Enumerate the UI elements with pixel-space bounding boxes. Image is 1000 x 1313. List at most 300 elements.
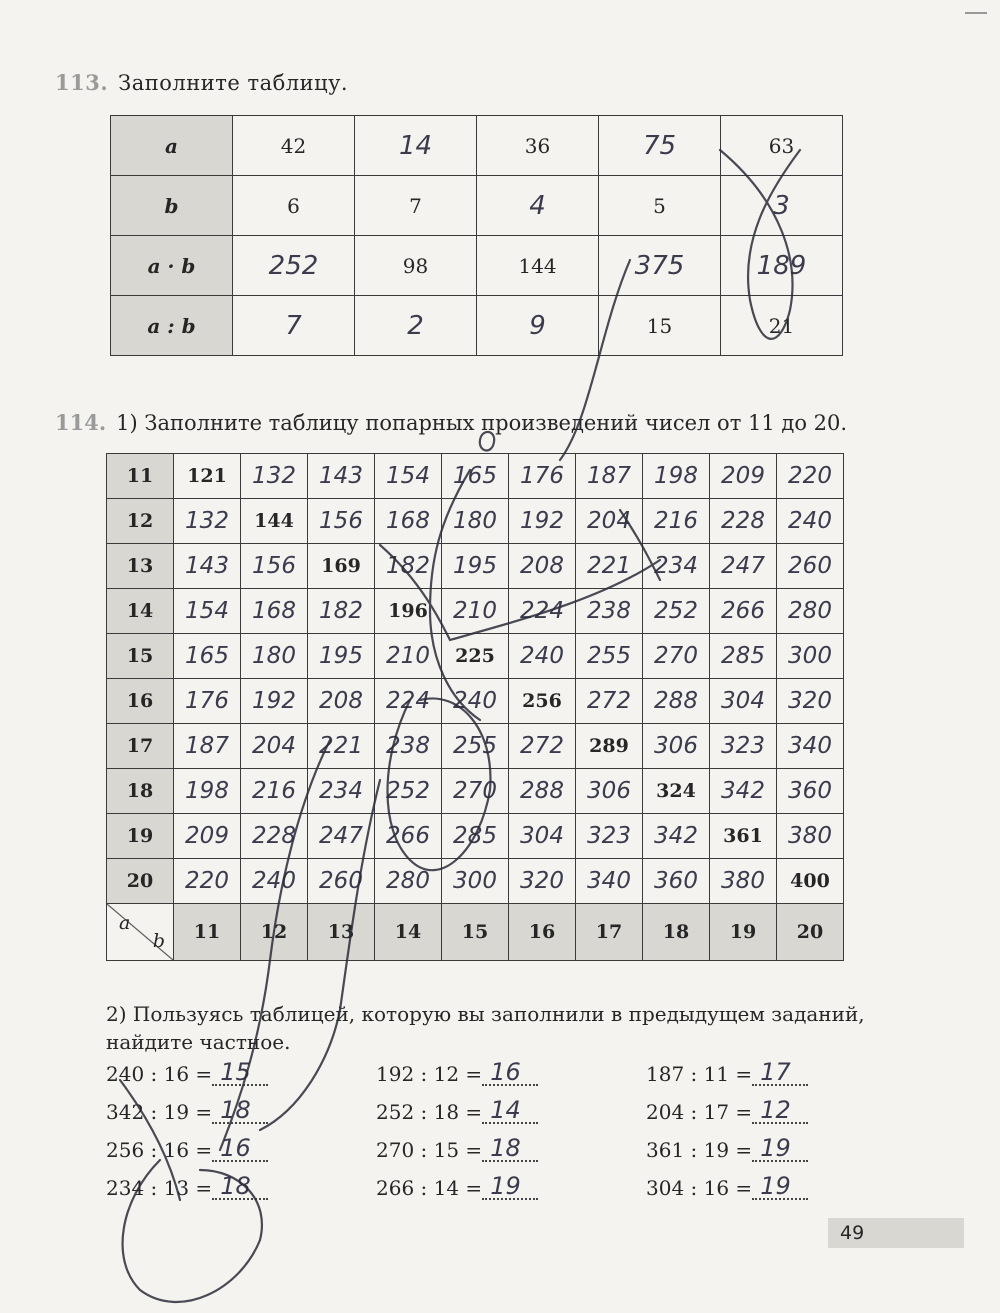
printed-cell: 21 — [721, 296, 843, 356]
handwritten-cell — [477, 296, 599, 356]
exercise-113-title: Заполните таблицу. — [118, 71, 349, 95]
handwritten-cell — [442, 859, 509, 904]
handwritten-cell — [241, 679, 308, 724]
handwritten-value: 192 — [520, 508, 564, 534]
corner-cell — [107, 904, 174, 961]
division-equation — [106, 1134, 268, 1162]
handwritten-value: 4 — [529, 190, 546, 221]
handwritten-value: 300 — [453, 868, 497, 894]
handwritten-cell — [576, 769, 643, 814]
page-number: 49 — [840, 1222, 865, 1244]
handwritten-answer: 12 — [760, 1096, 791, 1124]
handwritten-value: 195 — [453, 553, 497, 579]
handwritten-cell — [442, 499, 509, 544]
handwritten-cell — [308, 499, 375, 544]
table-row — [107, 769, 844, 814]
handwritten-cell — [241, 454, 308, 499]
printed-cell: 169 — [308, 544, 375, 589]
handwritten-value: 260 — [788, 553, 832, 579]
handwritten-value: 198 — [654, 463, 698, 489]
handwritten-cell — [241, 859, 308, 904]
handwritten-value: 238 — [386, 733, 430, 759]
handwritten-cell — [643, 634, 710, 679]
handwritten-cell — [174, 634, 241, 679]
equation-expression: 252 : 18 = — [376, 1100, 483, 1124]
division-equation — [106, 1058, 268, 1086]
handwritten-value: 252 — [654, 598, 698, 624]
printed-cell: 63 — [721, 116, 843, 176]
handwritten-cell — [710, 454, 777, 499]
handwritten-cell — [477, 176, 599, 236]
answer-blank — [752, 1134, 808, 1162]
handwritten-value: 143 — [319, 463, 363, 489]
equation-expression: 266 : 14 = — [376, 1176, 483, 1200]
row-label: a : b — [111, 296, 233, 356]
equation-expression: 234 : 13 = — [106, 1176, 213, 1200]
handwritten-value: 266 — [721, 598, 765, 624]
handwritten-cell — [375, 769, 442, 814]
handwritten-cell — [777, 769, 844, 814]
handwritten-value: 156 — [319, 508, 363, 534]
answer-blank — [752, 1172, 808, 1200]
handwritten-cell — [643, 589, 710, 634]
handwritten-value: 216 — [654, 508, 698, 534]
handwritten-value: 240 — [453, 688, 497, 714]
handwritten-value: 7 — [285, 310, 302, 341]
handwritten-cell — [308, 724, 375, 769]
handwritten-cell — [174, 679, 241, 724]
printed-cell: 361 — [710, 814, 777, 859]
handwritten-value: 220 — [788, 463, 832, 489]
handwritten-value: 270 — [453, 778, 497, 804]
handwritten-cell — [710, 859, 777, 904]
printed-cell: 121 — [174, 454, 241, 499]
equation-expression: 342 : 19 = — [106, 1100, 213, 1124]
handwritten-cell — [710, 544, 777, 589]
handwritten-value: 240 — [252, 868, 296, 894]
division-equation — [376, 1096, 538, 1124]
handwritten-value: 132 — [185, 508, 229, 534]
handwritten-value: 288 — [520, 778, 564, 804]
handwritten-value: 255 — [453, 733, 497, 759]
row-label: 15 — [107, 634, 174, 679]
column-label: 14 — [375, 904, 442, 961]
answer-blank — [482, 1058, 538, 1086]
handwritten-value: 176 — [520, 463, 564, 489]
handwritten-cell — [777, 679, 844, 724]
equation-expression: 256 : 16 = — [106, 1138, 213, 1162]
handwritten-cell — [241, 769, 308, 814]
handwritten-value: 228 — [721, 508, 765, 534]
handwritten-cell — [233, 296, 355, 356]
handwritten-cell — [576, 454, 643, 499]
handwritten-cell — [777, 634, 844, 679]
handwritten-value: 266 — [386, 823, 430, 849]
handwritten-value: 208 — [520, 553, 564, 579]
handwritten-value: 272 — [587, 688, 631, 714]
handwritten-cell — [375, 634, 442, 679]
column-label: 11 — [174, 904, 241, 961]
handwritten-value: 187 — [587, 463, 631, 489]
handwritten-value: 247 — [721, 553, 765, 579]
handwritten-cell — [509, 499, 576, 544]
handwritten-cell — [721, 236, 843, 296]
handwritten-value: 228 — [252, 823, 296, 849]
handwritten-cell — [643, 499, 710, 544]
exercise-114-number: 114. — [55, 410, 107, 435]
handwritten-value: 154 — [185, 598, 229, 624]
answer-blank — [482, 1172, 538, 1200]
handwritten-cell — [442, 679, 509, 724]
handwritten-cell — [174, 724, 241, 769]
printed-cell: 5 — [599, 176, 721, 236]
equation-expression: 304 : 16 = — [646, 1176, 753, 1200]
handwritten-cell — [509, 769, 576, 814]
handwritten-cell — [643, 859, 710, 904]
table-113-row — [111, 176, 843, 236]
printed-cell: 42 — [233, 116, 355, 176]
handwritten-value: 204 — [252, 733, 296, 759]
handwritten-cell — [509, 814, 576, 859]
handwritten-value: 380 — [788, 823, 832, 849]
column-label: 13 — [308, 904, 375, 961]
handwritten-cell — [576, 634, 643, 679]
corner-label-b: b — [152, 930, 165, 952]
handwritten-value: 216 — [252, 778, 296, 804]
handwritten-value: 320 — [788, 688, 832, 714]
part-2-instruction: 2) Пользуясь таблицей, которую вы заполнили в предыдущем заданий, найдите частное. — [106, 1002, 865, 1054]
handwritten-value: 238 — [587, 598, 631, 624]
handwritten-cell — [442, 769, 509, 814]
row-label: 18 — [107, 769, 174, 814]
handwritten-cell — [241, 724, 308, 769]
answer-blank — [212, 1096, 268, 1124]
handwritten-value: 224 — [386, 688, 430, 714]
handwritten-cell — [375, 724, 442, 769]
handwritten-cell — [643, 454, 710, 499]
handwritten-cell — [375, 544, 442, 589]
handwritten-answer: 17 — [760, 1058, 791, 1086]
exercise-114-heading — [55, 410, 847, 435]
handwritten-value: 2 — [407, 310, 424, 341]
handwritten-cell — [777, 814, 844, 859]
handwritten-cell — [442, 724, 509, 769]
handwritten-cell — [643, 544, 710, 589]
handwritten-value: 154 — [386, 463, 430, 489]
handwritten-value: 168 — [252, 598, 296, 624]
handwritten-value: 3 — [773, 190, 790, 221]
handwritten-value: 342 — [654, 823, 698, 849]
handwritten-cell — [710, 769, 777, 814]
handwritten-value: 240 — [520, 643, 564, 669]
row-label: 13 — [107, 544, 174, 589]
division-equation — [376, 1172, 538, 1200]
handwritten-value: 180 — [252, 643, 296, 669]
answer-blank — [482, 1096, 538, 1124]
handwritten-answer: 16 — [490, 1058, 521, 1086]
handwritten-value: 320 — [520, 868, 564, 894]
handwritten-cell — [599, 116, 721, 176]
handwritten-cell — [375, 859, 442, 904]
handwritten-value: 9 — [529, 310, 546, 341]
handwritten-value: 210 — [453, 598, 497, 624]
handwritten-cell — [721, 176, 843, 236]
table-113-row — [111, 116, 843, 176]
printed-cell: 225 — [442, 634, 509, 679]
handwritten-value: 180 — [453, 508, 497, 534]
handwritten-value: 360 — [788, 778, 832, 804]
printed-cell: 196 — [375, 589, 442, 634]
handwritten-value: 182 — [386, 553, 430, 579]
handwritten-value: 156 — [252, 553, 296, 579]
handwritten-value: 14 — [398, 130, 433, 161]
handwritten-cell — [599, 236, 721, 296]
handwritten-value: 187 — [185, 733, 229, 759]
printed-cell: 98 — [355, 236, 477, 296]
exercise-113-heading — [55, 70, 348, 95]
handwritten-cell — [710, 634, 777, 679]
handwritten-value: 165 — [185, 643, 229, 669]
row-label: b — [111, 176, 233, 236]
table-row — [107, 859, 844, 904]
table-113-row — [111, 296, 843, 356]
handwritten-value: 375 — [634, 250, 685, 281]
handwritten-cell — [241, 589, 308, 634]
corner-label-a: a — [119, 912, 131, 934]
printed-cell: 6 — [233, 176, 355, 236]
handwritten-value: 252 — [386, 778, 430, 804]
handwritten-value: 204 — [587, 508, 631, 534]
printed-cell: 289 — [576, 724, 643, 769]
handwritten-cell — [576, 544, 643, 589]
handwritten-cell — [509, 859, 576, 904]
handwritten-answer: 18 — [490, 1134, 521, 1162]
column-label: 15 — [442, 904, 509, 961]
handwritten-value: 143 — [185, 553, 229, 579]
handwritten-value: 306 — [654, 733, 698, 759]
handwritten-cell — [174, 859, 241, 904]
exercise-113-table — [110, 115, 843, 356]
answer-blank — [212, 1172, 268, 1200]
printed-cell: 144 — [477, 236, 599, 296]
handwritten-cell — [442, 544, 509, 589]
handwritten-value: 280 — [788, 598, 832, 624]
handwritten-cell — [509, 454, 576, 499]
handwritten-value: 209 — [721, 463, 765, 489]
handwritten-answer: 19 — [760, 1172, 791, 1200]
handwritten-cell — [643, 724, 710, 769]
row-label: a · b — [111, 236, 233, 296]
table-row — [107, 634, 844, 679]
column-label: 12 — [241, 904, 308, 961]
printed-cell: 15 — [599, 296, 721, 356]
column-label: 20 — [777, 904, 844, 961]
handwritten-value: 288 — [654, 688, 698, 714]
multiplication-table — [106, 453, 844, 961]
handwritten-cell — [174, 499, 241, 544]
row-label: 20 — [107, 859, 174, 904]
row-label: 16 — [107, 679, 174, 724]
handwritten-value: 221 — [319, 733, 363, 759]
handwritten-value: 360 — [654, 868, 698, 894]
handwritten-value: 208 — [319, 688, 363, 714]
handwritten-value: 189 — [756, 250, 807, 281]
handwritten-value: 192 — [252, 688, 296, 714]
equation-expression: 270 : 15 = — [376, 1138, 483, 1162]
handwritten-cell — [442, 454, 509, 499]
handwritten-cell — [174, 814, 241, 859]
handwritten-cell — [375, 499, 442, 544]
row-label: 17 — [107, 724, 174, 769]
printed-cell: 400 — [777, 859, 844, 904]
handwritten-cell — [308, 859, 375, 904]
division-equation — [646, 1134, 808, 1162]
handwritten-value: 252 — [268, 250, 319, 281]
handwritten-value: 195 — [319, 643, 363, 669]
division-equation — [376, 1134, 538, 1162]
division-equation — [646, 1096, 808, 1124]
handwritten-value: 300 — [788, 643, 832, 669]
row-label: 11 — [107, 454, 174, 499]
handwritten-cell — [174, 544, 241, 589]
handwritten-cell — [710, 679, 777, 724]
handwritten-answer: 19 — [760, 1134, 791, 1162]
handwritten-cell — [777, 724, 844, 769]
handwritten-cell — [375, 814, 442, 859]
handwritten-value: 260 — [319, 868, 363, 894]
handwritten-value: 323 — [721, 733, 765, 759]
handwritten-value: 220 — [185, 868, 229, 894]
column-label-row — [107, 904, 844, 961]
handwritten-cell — [576, 814, 643, 859]
handwritten-value: 270 — [654, 643, 698, 669]
handwritten-cell — [308, 589, 375, 634]
handwritten-cell — [643, 679, 710, 724]
handwritten-cell — [241, 634, 308, 679]
handwritten-answer: 16 — [220, 1134, 251, 1162]
handwritten-value: 234 — [319, 778, 363, 804]
handwritten-cell — [509, 544, 576, 589]
handwritten-value: 182 — [319, 598, 363, 624]
handwritten-cell — [777, 454, 844, 499]
answer-blank — [212, 1134, 268, 1162]
handwritten-cell — [710, 724, 777, 769]
handwritten-answer: 18 — [220, 1172, 251, 1200]
table-row — [107, 499, 844, 544]
handwritten-value: 285 — [453, 823, 497, 849]
handwritten-answer: 14 — [490, 1096, 521, 1124]
handwritten-value: 304 — [520, 823, 564, 849]
column-label: 16 — [509, 904, 576, 961]
handwritten-cell — [576, 499, 643, 544]
page-number-box — [828, 1218, 964, 1248]
printed-cell: 324 — [643, 769, 710, 814]
table-row — [107, 724, 844, 769]
handwritten-value: 280 — [386, 868, 430, 894]
handwritten-value: 224 — [520, 598, 564, 624]
answer-blank — [212, 1058, 268, 1086]
equation-expression: 240 : 16 = — [106, 1062, 213, 1086]
handwritten-value: 132 — [252, 463, 296, 489]
handwritten-answer: 19 — [490, 1172, 521, 1200]
handwritten-cell — [509, 634, 576, 679]
table-113-row — [111, 236, 843, 296]
answer-blank — [482, 1134, 538, 1162]
equation-expression: 361 : 19 = — [646, 1138, 753, 1162]
division-equation — [106, 1096, 268, 1124]
handwritten-value: 255 — [587, 643, 631, 669]
handwritten-cell — [355, 296, 477, 356]
row-label: 12 — [107, 499, 174, 544]
equation-expression: 204 : 17 = — [646, 1100, 753, 1124]
printed-cell: 256 — [509, 679, 576, 724]
handwritten-cell — [576, 679, 643, 724]
column-label: 19 — [710, 904, 777, 961]
table-row — [107, 679, 844, 724]
handwritten-cell — [576, 859, 643, 904]
handwritten-value: 272 — [520, 733, 564, 759]
handwritten-value: 340 — [788, 733, 832, 759]
corner-mark — [965, 12, 987, 14]
handwritten-cell — [308, 454, 375, 499]
handwritten-answer: 18 — [220, 1096, 251, 1124]
handwritten-cell — [174, 589, 241, 634]
table-row — [107, 814, 844, 859]
handwritten-value: 380 — [721, 868, 765, 894]
answer-blank — [752, 1058, 808, 1086]
division-equation — [646, 1058, 808, 1086]
handwritten-cell — [241, 814, 308, 859]
handwritten-cell — [643, 814, 710, 859]
printed-cell: 144 — [241, 499, 308, 544]
exercise-113-number: 113. — [55, 70, 109, 95]
division-equation — [106, 1172, 268, 1200]
handwritten-cell — [241, 544, 308, 589]
handwritten-cell — [777, 544, 844, 589]
division-equation — [376, 1058, 538, 1086]
handwritten-cell — [576, 589, 643, 634]
handwritten-cell — [308, 814, 375, 859]
handwritten-value: 209 — [185, 823, 229, 849]
table-row — [107, 589, 844, 634]
handwritten-value: 285 — [721, 643, 765, 669]
handwritten-value: 221 — [587, 553, 631, 579]
row-label: 14 — [107, 589, 174, 634]
handwritten-value: 340 — [587, 868, 631, 894]
exercise-114-title: 1) Заполните таблицу попарных произведений чисел от 11 до 20. — [116, 411, 848, 435]
table-row — [107, 544, 844, 589]
equation-expression: 187 : 11 = — [646, 1062, 753, 1086]
handwritten-cell — [355, 116, 477, 176]
handwritten-cell — [308, 769, 375, 814]
equation-expression: 192 : 12 = — [376, 1062, 483, 1086]
column-label: 18 — [643, 904, 710, 961]
handwritten-cell — [442, 814, 509, 859]
handwritten-cell — [710, 499, 777, 544]
handwritten-value: 234 — [654, 553, 698, 579]
handwritten-answer: 15 — [220, 1058, 251, 1086]
handwritten-cell — [174, 769, 241, 814]
handwritten-value: 306 — [587, 778, 631, 804]
printed-cell: 36 — [477, 116, 599, 176]
answer-blank — [752, 1096, 808, 1124]
handwritten-value: 323 — [587, 823, 631, 849]
handwritten-cell — [375, 454, 442, 499]
handwritten-cell — [777, 499, 844, 544]
handwritten-value: 342 — [721, 778, 765, 804]
handwritten-value: 176 — [185, 688, 229, 714]
row-label: a — [111, 116, 233, 176]
